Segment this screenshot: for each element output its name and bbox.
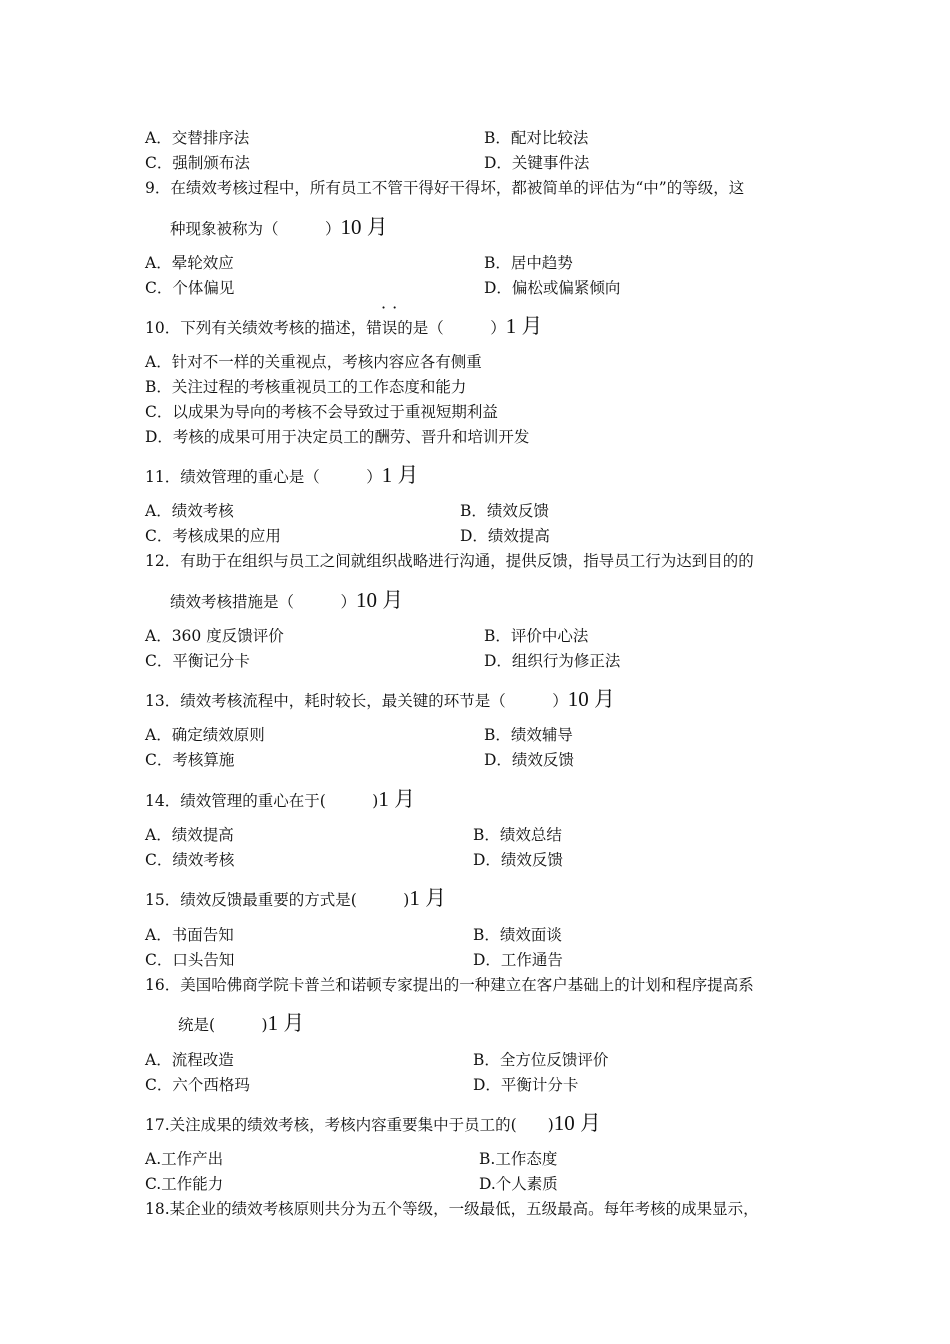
option-d: D．绩效提高 <box>460 527 550 545</box>
option-d: D．工作通告 <box>473 951 563 969</box>
question-17: 17.关注成果的绩效考核，考核内容重要集中于员工的( )10 月 <box>145 1111 601 1135</box>
option-c: C．六个西格玛 <box>145 1076 250 1094</box>
question-9-cont: 种现象被称为（ ）10 月 <box>170 215 388 239</box>
option-b: B.工作态度 <box>479 1150 558 1168</box>
option-d: D．偏松或偏紧倾向 <box>484 279 621 297</box>
option-b: B．绩效总结 <box>473 826 562 844</box>
option-c: C．绩效考核 <box>145 851 235 869</box>
question-9: 9．在绩效考核过程中，所有员工不管干得好干得坏，都被简单的评估为“中”的等级，这 <box>145 179 745 197</box>
question-18: 18.某企业的绩效考核原则共分为五个等级，一级最低，五级最高。每年考核的成果显示， <box>145 1200 759 1218</box>
option-b: B．居中趋势 <box>484 254 573 272</box>
option-b: B．绩效辅导 <box>484 726 573 744</box>
question-10-month: 1 月 <box>505 314 543 338</box>
option-c: C．强制颁布法 <box>145 154 250 172</box>
option-a: A．书面告知 <box>145 926 234 944</box>
option-c: C．考核算施 <box>145 751 235 769</box>
option-d: D．考核的成果可用于决定员工的酬劳、晋升和培训开发 <box>145 428 530 446</box>
option-a: A．晕轮效应 <box>145 254 234 272</box>
option-a: A．确定绩效原则 <box>145 726 265 744</box>
question-14: 14．绩效管理的重心在于( )1 月 <box>145 787 416 811</box>
question-15-month: 1 月 <box>409 886 447 910</box>
question-16: 16．美国哈佛商学院卡普兰和诺顿专家提出的一种建立在客户基础上的计划和程序提高系 <box>145 976 754 994</box>
option-d: D．绩效反馈 <box>484 751 574 769</box>
question-17-month: 10 月 <box>553 1111 601 1135</box>
option-a: A.工作产出 <box>145 1150 224 1168</box>
option-a: A．绩效提高 <box>145 826 234 844</box>
option-c: C．个体偏见 <box>145 279 235 297</box>
emphasis-dots: ·· <box>381 298 404 317</box>
option-c: C．平衡记分卡 <box>145 652 250 670</box>
option-b: B．绩效面谈 <box>473 926 562 944</box>
option-b: B．评价中心法 <box>484 627 589 645</box>
option-c: C.工作能力 <box>145 1175 224 1193</box>
question-12: 12．有助于在组织与员工之间就组织战略进行沟通，提供反馈，指导员工行为达到目的的 <box>145 552 754 570</box>
option-d: D．组织行为修正法 <box>484 652 621 670</box>
question-11: 11．绩效管理的重心是（ ）1 月 <box>145 463 419 487</box>
question-13: 13．绩效考核流程中，耗时较长，最关键的环节是（ ）10 月 <box>145 687 615 711</box>
option-d: D．平衡计分卡 <box>473 1076 579 1094</box>
option-d: D．绩效反馈 <box>473 851 563 869</box>
question-10: 10．下列有关绩效考核的描述，错误的是（ ）1 月 <box>145 314 543 338</box>
question-12-month: 10 月 <box>356 588 404 612</box>
question-9-month: 10 月 <box>340 215 388 239</box>
question-14-month: 1 月 <box>378 787 416 811</box>
question-11-month: 1 月 <box>381 463 419 487</box>
option-a: A．绩效考核 <box>145 502 234 520</box>
option-d: D．关键事件法 <box>484 154 590 172</box>
option-a: A．交替排序法 <box>145 129 250 147</box>
option-a: A．针对不一样的关重视点，考核内容应各有侧重 <box>145 353 482 371</box>
question-12-cont: 绩效考核措施是（ ）10 月 <box>170 588 404 612</box>
option-a: A．流程改造 <box>145 1051 234 1069</box>
option-b: B．关注过程的考核重视员工的工作态度和能力 <box>145 378 467 396</box>
question-13-month: 10 月 <box>567 687 615 711</box>
option-b: B．全方位反馈评价 <box>473 1051 609 1069</box>
question-16-month: 1 月 <box>267 1011 305 1035</box>
option-a: A．360 度反馈评价 <box>145 627 284 645</box>
option-b: B．绩效反馈 <box>460 502 549 520</box>
option-c: C．考核成果的应用 <box>145 527 281 545</box>
option-b: B．配对比较法 <box>484 129 589 147</box>
option-d: D.个人素质 <box>479 1175 558 1193</box>
question-15: 15．绩效反馈最重要的方式是( )1 月 <box>145 886 447 910</box>
option-c: C．口头告知 <box>145 951 235 969</box>
option-c: C．以成果为导向的考核不会导致过于重视短期利益 <box>145 403 498 421</box>
question-16-cont: 统是( )1 月 <box>178 1011 305 1035</box>
